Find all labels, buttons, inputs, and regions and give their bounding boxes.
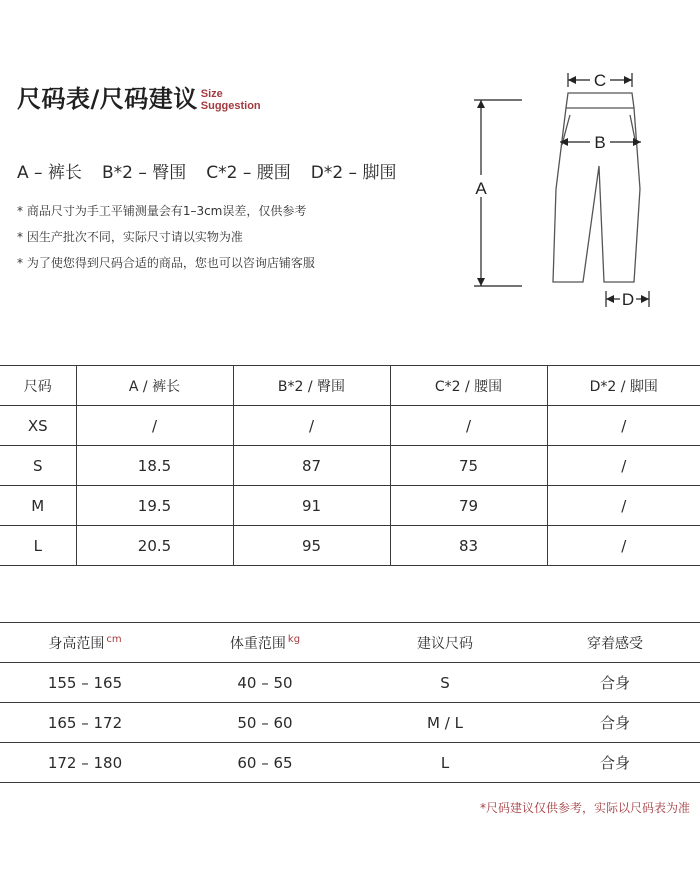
table-cell: 60 – 65 — [170, 743, 360, 783]
label-c: C — [593, 71, 607, 90]
table-cell: 75 — [390, 446, 547, 486]
table-cell: 79 — [390, 486, 547, 526]
unit-label: kg — [287, 633, 301, 645]
table-cell: 20.5 — [76, 526, 233, 566]
table-header-row — [0, 366, 700, 406]
title-en-line2: Suggestion — [200, 100, 261, 112]
note-item: * 因生产批次不同，实际尺寸请以实物为准 — [17, 230, 243, 244]
label-b: B — [594, 133, 606, 152]
table-cell: 合身 — [530, 743, 700, 783]
table-cell: 91 — [233, 486, 390, 526]
column-header: 穿着感受 — [530, 623, 700, 663]
label-d: D — [621, 290, 635, 309]
table-cell: 172 – 180 — [0, 743, 170, 783]
table-cell: L — [360, 743, 530, 783]
table-cell: S — [0, 446, 76, 486]
column-header: A / 裤长 — [76, 366, 233, 406]
table-row — [0, 663, 700, 703]
table-cell: 83 — [390, 526, 547, 566]
measurement-legend — [17, 158, 416, 183]
table-cell: 87 — [233, 446, 390, 486]
size-suggestion-table — [0, 622, 700, 783]
page-title — [17, 84, 261, 114]
table-cell: / — [233, 406, 390, 446]
table-row — [0, 446, 700, 486]
unit-label: cm — [106, 633, 122, 645]
legend-item: B*2 – 臀围 — [101, 163, 187, 183]
table-cell: / — [547, 486, 700, 526]
table-cell: 40 – 50 — [170, 663, 360, 703]
table-cell: / — [547, 526, 700, 566]
table-cell: / — [76, 406, 233, 446]
title-cn: 尺码表/尺码建议 — [17, 85, 198, 113]
table-row — [0, 703, 700, 743]
column-header-label: 体重范围 — [229, 635, 286, 652]
table-row — [0, 406, 700, 446]
column-header — [0, 623, 170, 663]
size-table — [0, 365, 700, 566]
footnote: *尺码建议仅供参考，实际以尺码表为准 — [479, 801, 690, 815]
table-cell: M / L — [360, 703, 530, 743]
notes — [17, 203, 315, 281]
column-header: 尺码 — [0, 366, 76, 406]
table-cell: XS — [0, 406, 76, 446]
table-cell: 165 – 172 — [0, 703, 170, 743]
note-item: * 商品尺寸为手工平铺测量会有1–3cm误差，仅供参考 — [17, 204, 307, 218]
table-cell: / — [547, 406, 700, 446]
table-cell: 合身 — [530, 703, 700, 743]
table-cell: 18.5 — [76, 446, 233, 486]
column-header: C*2 / 腰围 — [390, 366, 547, 406]
table-cell: S — [360, 663, 530, 703]
legend-item: C*2 – 腰围 — [206, 163, 291, 183]
table-cell: / — [390, 406, 547, 446]
label-a: A — [475, 179, 487, 198]
column-header — [170, 623, 360, 663]
pants-diagram — [470, 65, 670, 320]
table-cell: 155 – 165 — [0, 663, 170, 703]
title-en-line1: Size — [200, 88, 223, 100]
legend-item: D*2 – 脚围 — [310, 163, 397, 183]
column-header-label: 身高范围 — [48, 635, 105, 652]
table-cell: 合身 — [530, 663, 700, 703]
table-cell: 19.5 — [76, 486, 233, 526]
table-row — [0, 743, 700, 783]
table-row — [0, 486, 700, 526]
note-item: * 为了使您得到尺码合适的商品，您也可以咨询店铺客服 — [17, 256, 315, 270]
table-cell: L — [0, 526, 76, 566]
legend-item: A – 裤长 — [17, 163, 82, 183]
table-row — [0, 526, 700, 566]
title-en — [201, 88, 261, 112]
column-header: B*2 / 臀围 — [233, 366, 390, 406]
table-header-row — [0, 623, 700, 663]
column-header: D*2 / 脚围 — [547, 366, 700, 406]
table-cell: 50 – 60 — [170, 703, 360, 743]
column-header: 建议尺码 — [360, 623, 530, 663]
table-cell: 95 — [233, 526, 390, 566]
table-cell: / — [547, 446, 700, 486]
table-cell: M — [0, 486, 76, 526]
